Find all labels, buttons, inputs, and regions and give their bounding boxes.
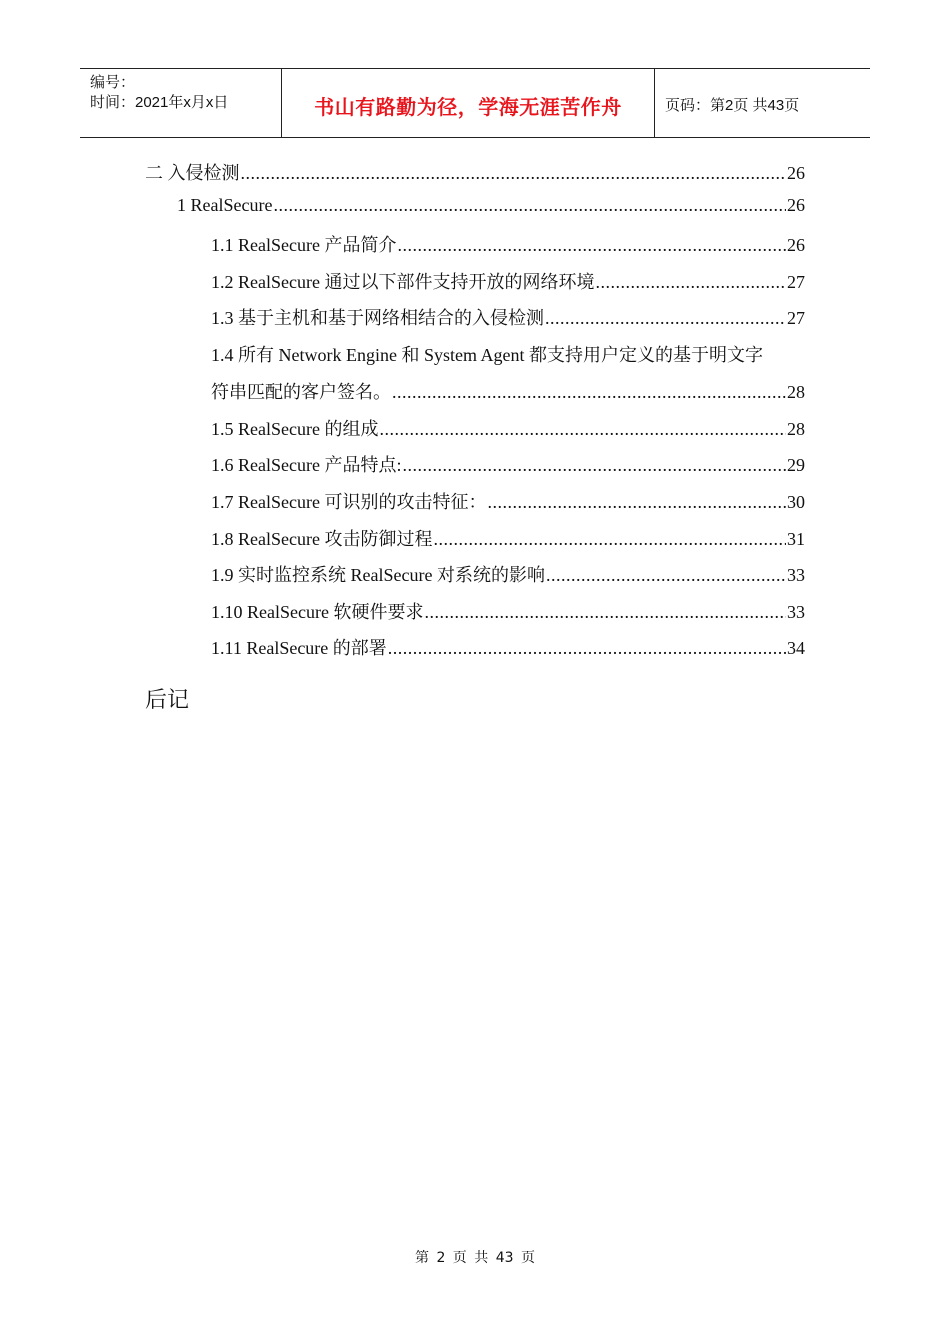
toc-entry-text: 1.8 RealSecure 攻击防御过程 xyxy=(211,529,433,549)
time-label: 时间：2021年x月x日 xyxy=(90,94,229,111)
toc-page-number: 26 xyxy=(787,163,805,183)
toc-page-number: 31 xyxy=(787,529,805,549)
toc-entry-1-4-line-1[interactable]: 1.4 所有 Network Engine 和 System Agent 都支持用户定义的基于明文字 xyxy=(211,345,763,365)
afterword-heading[interactable]: 后记 xyxy=(145,688,190,713)
header-motto-cell xyxy=(282,69,655,137)
toc-page-number: 34 xyxy=(787,638,805,658)
toc-page-number: 26 xyxy=(787,235,805,255)
header-meta-cell xyxy=(80,69,282,137)
toc-entry-section-2[interactable] xyxy=(145,159,805,183)
toc-entry-1-3[interactable] xyxy=(211,304,805,328)
toc-page-number: 33 xyxy=(787,565,805,585)
toc-leader-dots xyxy=(595,272,786,293)
toc-entry-1-8[interactable] xyxy=(211,525,805,549)
toc-page-number: 27 xyxy=(787,308,805,328)
toc-entry-1-7[interactable] xyxy=(211,488,805,512)
toc-entry-text: 1.10 RealSecure 软硬件要求 xyxy=(211,602,424,622)
document-header xyxy=(80,68,870,138)
toc-leader-dots xyxy=(424,602,786,623)
toc-entry-1-9[interactable] xyxy=(211,561,805,585)
toc-entry-1-4[interactable] xyxy=(211,378,805,402)
toc-leader-dots xyxy=(487,492,786,513)
toc-entry-1-1[interactable] xyxy=(211,231,805,255)
toc-entry-text: 1.7 RealSecure 可识别的攻击特征： xyxy=(211,492,487,512)
toc-leader-dots xyxy=(273,195,786,216)
toc-leader-dots xyxy=(397,235,786,256)
toc-entry-text: 1 RealSecure xyxy=(177,195,273,215)
toc-entry-1-10[interactable] xyxy=(211,598,805,622)
page-footer: 第 2 页 共 43 页 xyxy=(415,1250,535,1266)
toc-page-number: 30 xyxy=(787,492,805,512)
toc-entry-1-11[interactable] xyxy=(211,634,805,658)
toc-page-number: 28 xyxy=(787,419,805,439)
toc-entry-text: 1.6 RealSecure 产品特点: xyxy=(211,455,402,475)
toc-entry-text: 1.9 实时监控系统 RealSecure 对系统的影响 xyxy=(211,565,545,585)
toc-leader-dots xyxy=(545,308,786,329)
toc-page-number: 26 xyxy=(787,195,805,215)
toc-leader-dots xyxy=(402,455,786,476)
toc-entry-text: 1.11 RealSecure 的部署 xyxy=(211,638,387,658)
toc-leader-dots xyxy=(379,419,786,440)
toc-entry-text: 1.2 RealSecure 通过以下部件支持开放的网络环境 xyxy=(211,272,595,292)
toc-entry-text: 1.1 RealSecure 产品简介 xyxy=(211,235,397,255)
toc-leader-dots xyxy=(433,529,786,550)
toc-leader-dots xyxy=(241,163,787,184)
toc-leader-dots xyxy=(392,382,786,403)
header-page-cell xyxy=(655,69,870,137)
toc-entry-text: 符串匹配的客户签名。 xyxy=(211,382,391,402)
motto: 书山有路勤为径，学海无涯苦作舟 xyxy=(314,95,622,119)
toc-entry-1-6[interactable] xyxy=(211,451,805,475)
toc-page-number: 28 xyxy=(787,382,805,402)
header-page-info: 页码：第2页 共43页 xyxy=(665,97,800,114)
serial-label: 编号： xyxy=(90,74,136,91)
toc-entry-text: 二 入侵检测 xyxy=(145,163,240,183)
toc-leader-dots xyxy=(388,638,786,659)
toc-page-number: 29 xyxy=(787,455,805,475)
toc-page-number: 27 xyxy=(787,272,805,292)
toc-entry-1[interactable] xyxy=(177,195,805,219)
toc-page-number: 33 xyxy=(787,602,805,622)
toc-entry-1-5[interactable] xyxy=(211,415,805,439)
toc-entry-text: 1.5 RealSecure 的组成 xyxy=(211,419,379,439)
toc-entry-text: 1.3 基于主机和基于网络相结合的入侵检测 xyxy=(211,308,544,328)
toc-leader-dots xyxy=(546,565,786,586)
toc-entry-1-2[interactable] xyxy=(211,268,805,292)
